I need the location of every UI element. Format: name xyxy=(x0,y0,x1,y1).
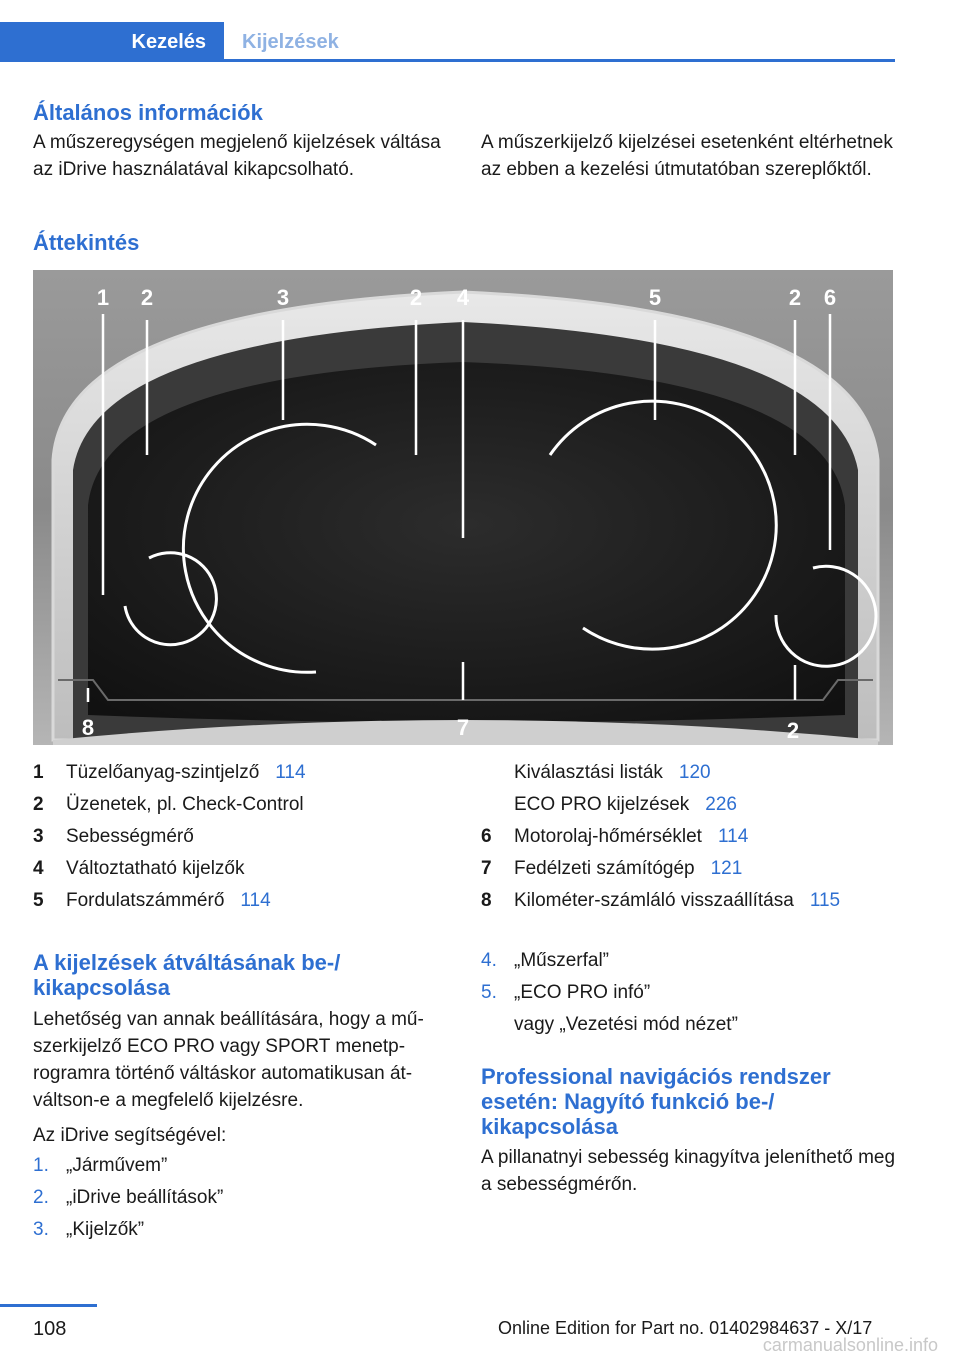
legend-item xyxy=(481,885,901,917)
legend-number: 8 xyxy=(481,890,492,911)
tab-kezeles[interactable]: Kezelés xyxy=(0,22,224,62)
callout-label: 1 xyxy=(96,285,110,310)
legend-number: 5 xyxy=(33,890,44,911)
legend-text: Tüzelőanyag-szintjelző xyxy=(66,762,260,783)
callout-label: 2 xyxy=(786,718,800,743)
step-number: 2. xyxy=(33,1187,49,1208)
step-number: 5. xyxy=(481,982,497,1003)
tabbar-underline xyxy=(0,59,895,62)
legend-text: Fordulatszámmérő xyxy=(66,890,225,911)
overview-title: Áttekintés xyxy=(33,230,140,255)
legend-number: 1 xyxy=(33,762,44,783)
step-item xyxy=(481,977,901,1009)
callout-label: 6 xyxy=(823,285,837,310)
figure-legend-left xyxy=(33,757,463,917)
section-title: Általános információk xyxy=(33,100,263,125)
legend-item xyxy=(33,757,463,789)
tab-kijelzesek[interactable]: Kijelzések xyxy=(242,30,339,53)
page-number: 108 xyxy=(33,1318,67,1340)
page-reference-link[interactable]: 114 xyxy=(240,890,271,911)
switching-section-title: A kijelzések átváltásának be-/ kikapcsolása xyxy=(33,950,341,1000)
legend-text: Változtatható kijelzők xyxy=(66,858,245,879)
step-item xyxy=(33,1214,453,1246)
step-subtext: vagy „Vezetési mód nézet” xyxy=(514,1014,738,1035)
step-text: „Műszerfal” xyxy=(514,950,610,971)
step-number: 4. xyxy=(481,950,497,971)
edition-note: Online Edition for Part no. 01402984637 - X/17 xyxy=(498,1318,873,1338)
step-number: 1. xyxy=(33,1155,49,1176)
page-reference-link[interactable]: 115 xyxy=(809,890,841,911)
legend-number: 3 xyxy=(33,826,44,847)
legend-item xyxy=(481,789,901,821)
watermark: carmanualsonline.info xyxy=(762,1335,938,1355)
legend-text: Motorolaj-hőmérséklet xyxy=(514,826,702,847)
switching-body xyxy=(33,1006,453,1149)
callout-label: 2 xyxy=(788,285,802,310)
navigation-section-title: Professional navigációs rendszer esetén: Nagyító funkció be-/ kikapcsolása xyxy=(481,1064,831,1139)
callout-label: 2 xyxy=(409,285,423,310)
page-reference-link[interactable]: 114 xyxy=(717,826,749,847)
legend-number: 2 xyxy=(33,794,44,815)
legend-item xyxy=(481,821,901,853)
instrument-cluster-figure xyxy=(33,270,893,745)
legend-text: Sebességmérő xyxy=(66,826,194,847)
legend-number: 7 xyxy=(481,858,492,879)
steps-list-left xyxy=(33,1150,453,1246)
legend-number: 6 xyxy=(481,826,492,847)
legend-text: Fedélzeti számítógép xyxy=(514,858,695,879)
legend-item xyxy=(33,853,463,885)
page-reference-link[interactable]: 114 xyxy=(275,762,306,783)
step-text: „ECO PRO infó” xyxy=(514,982,651,1003)
step-text: „iDrive beállítások” xyxy=(66,1187,224,1208)
step-item xyxy=(33,1182,453,1214)
legend-number: 4 xyxy=(33,858,44,879)
steps-list-right xyxy=(481,945,901,1041)
navigation-body: A pillanatnyi sebesség kinagyítva jeleníthető meg a sebességmérőn. xyxy=(481,1147,896,1195)
legend-item xyxy=(481,853,901,885)
figure-legend-right xyxy=(481,757,901,917)
intro-paragraph-left: A műszeregységen megjelenő kijelzések váltása az iDrive használatával kikapcsolható. xyxy=(33,132,441,180)
legend-text: Kiválasztási listák xyxy=(514,762,663,783)
step-item xyxy=(33,1150,453,1182)
intro-paragraph-right: A műszerkijelző kijelzései esetenként eltérhetnek az ebben a kezelési útmutatóban szereplőktől. xyxy=(481,132,893,180)
instrument-cluster-illustration xyxy=(33,270,893,745)
switching-description: Lehetőség van annak beállítására, hogy a műszerkijelző ECO PRO vagy SPORT menetprogramra történő váltáskor automatikusan átváltson-e a megfelelő kijelzésre. xyxy=(33,1009,424,1111)
callout-label: 7 xyxy=(456,715,470,740)
callout-label: 2 xyxy=(140,285,154,310)
legend-text: ECO PRO kijelzések xyxy=(514,794,690,815)
step-number: 3. xyxy=(33,1219,49,1240)
legend-text: Üzenetek, pl. Check-Control xyxy=(66,794,304,815)
page-reference-link[interactable]: 121 xyxy=(710,858,743,879)
legend-item xyxy=(33,821,463,853)
page-reference-link[interactable]: 226 xyxy=(705,794,737,815)
page-reference-link[interactable]: 120 xyxy=(678,762,711,783)
legend-item xyxy=(33,885,463,917)
legend-item xyxy=(33,789,463,821)
chapter-tabbar xyxy=(0,22,895,62)
legend-text: Kilométer-számláló visszaállítása xyxy=(514,890,794,911)
step-text: „Kijelzők” xyxy=(66,1219,145,1240)
callout-label: 8 xyxy=(81,715,95,740)
step-text: „Járművem” xyxy=(66,1155,168,1176)
callout-label: 4 xyxy=(456,285,470,310)
callout-label: 5 xyxy=(648,285,662,310)
step-item xyxy=(481,945,901,977)
legend-item xyxy=(481,757,901,789)
switching-lead: Az iDrive segítségével: xyxy=(33,1125,227,1146)
callout-label: 3 xyxy=(276,285,290,310)
footer-rule xyxy=(0,1304,97,1307)
